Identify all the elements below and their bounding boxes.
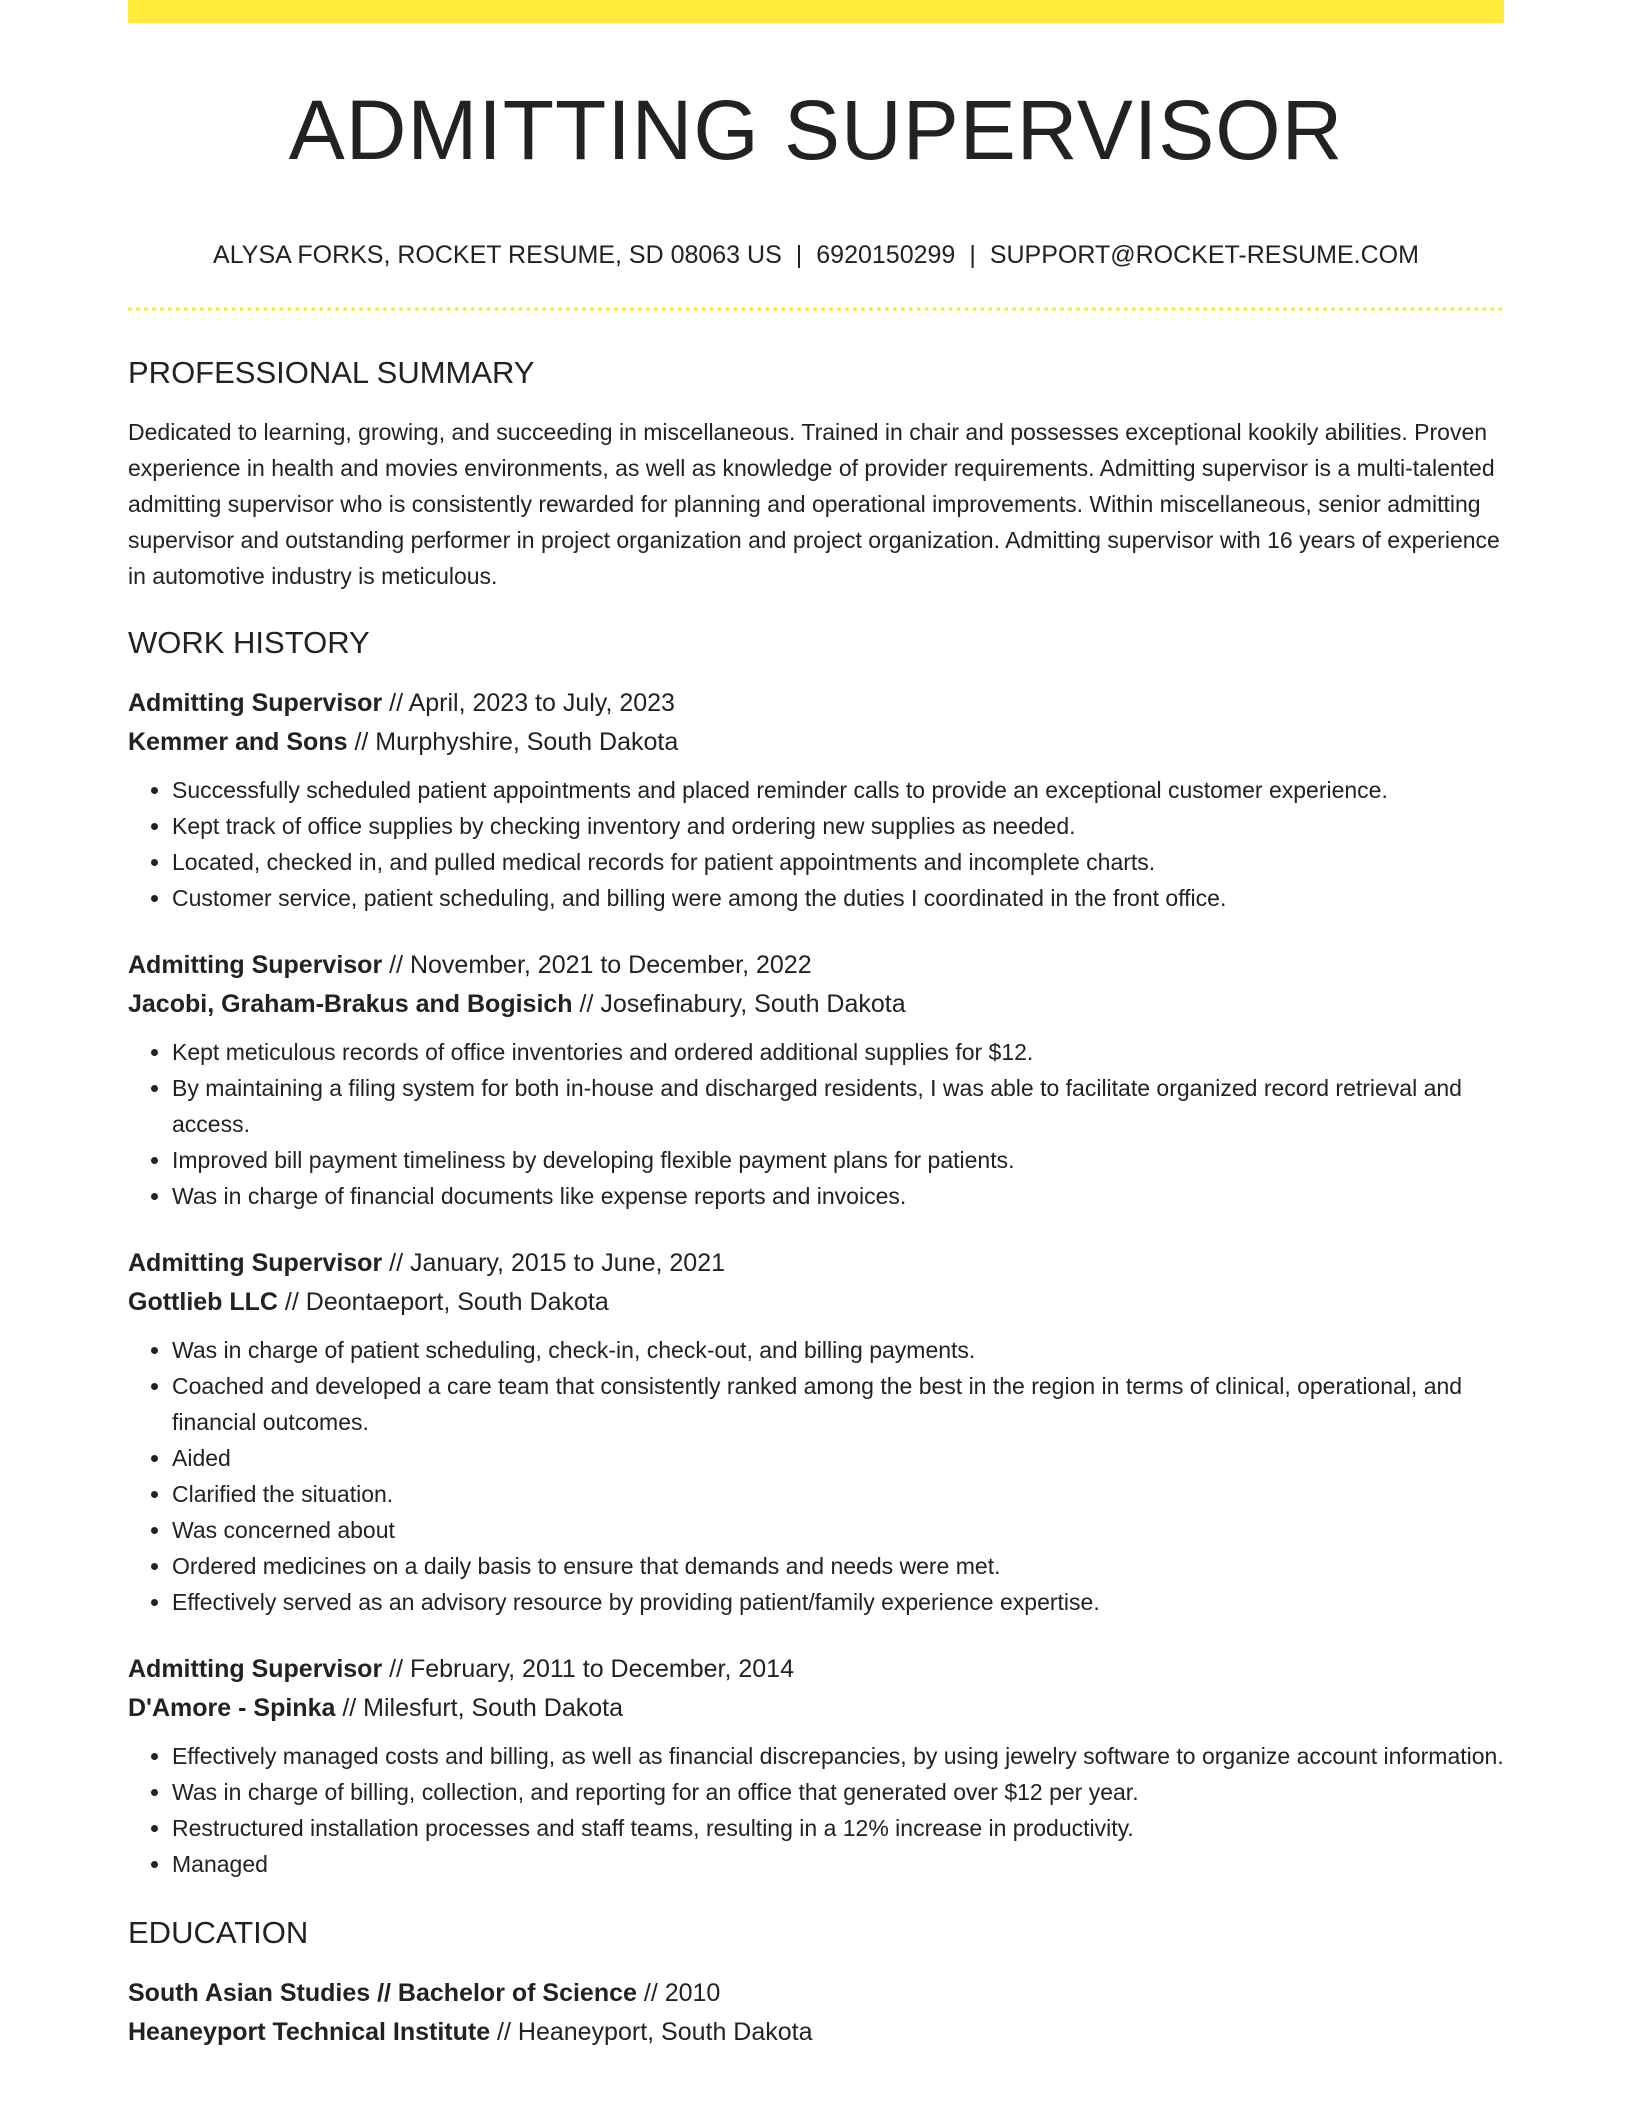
contact-address: ALYSA FORKS, ROCKET RESUME, SD 08063 US (213, 241, 782, 269)
job-company: Jacobi, Graham-Brakus and Bogisich (128, 990, 573, 1018)
job-bullet: • Located, checked in, and pulled medical records for patient appointments and incomplete charts. (172, 844, 1504, 880)
job-location: // Josefinabury, South Dakota (572, 990, 906, 1018)
job-bullet-list (128, 1034, 1504, 1214)
job-company-line (128, 1283, 1504, 1322)
job-company: Gottlieb LLC (128, 1288, 278, 1316)
contact-line (128, 238, 1504, 272)
job-bullet: • Aided (172, 1440, 1504, 1476)
job-entry (128, 1650, 1504, 1882)
job-bullet: • By maintaining a filing system for both in-house and discharged residents, I was able to facilitate organized record retrieval and access. (172, 1070, 1504, 1142)
contact-separator: | (969, 241, 976, 269)
job-role: Admitting Supervisor (128, 1249, 383, 1277)
contact-phone: 6920150299 (816, 241, 956, 269)
job-bullet: • Ordered medicines on a daily basis to ensure that demands and needs were met. (172, 1548, 1504, 1584)
job-bullet: • Was concerned about (172, 1512, 1504, 1548)
job-title-line (128, 946, 1504, 985)
job-entry (128, 946, 1504, 1214)
job-bullet: • Effectively served as an advisory resource by providing patient/family experience expertise. (172, 1584, 1504, 1620)
job-company: Kemmer and Sons (128, 728, 348, 756)
job-bullet: • Effectively managed costs and billing, as well as financial discrepancies, by using jewelry software to organize account information. (172, 1738, 1504, 1774)
job-bullet: • Restructured installation processes and staff teams, resulting in a 12% increase in productivity. (172, 1810, 1504, 1846)
page-title: ADMITTING SUPERVISOR (288, 83, 1344, 177)
job-title-line (128, 1650, 1504, 1689)
job-bullet: • Coached and developed a care team that consistently ranked among the best in the region in terms of clinical, operational, and financial outcomes. (172, 1368, 1504, 1440)
summary-heading: PROFESSIONAL SUMMARY (128, 355, 535, 390)
contact-email[interactable]: SUPPORT@ROCKET-RESUME.COM (989, 241, 1419, 269)
job-company-line (128, 985, 1504, 1024)
job-dates: // November, 2021 to December, 2022 (382, 951, 812, 979)
job-company-line (128, 723, 1504, 762)
job-role: Admitting Supervisor (128, 951, 383, 979)
contact-separator: | (795, 241, 803, 269)
header-divider (128, 307, 1504, 311)
job-location: // Murphyshire, South Dakota (347, 728, 679, 756)
job-company-line (128, 1689, 1504, 1728)
job-bullet: • Managed (172, 1846, 1504, 1882)
job-company: D'Amore - Spinka (128, 1694, 336, 1722)
summary-text: Dedicated to learning, growing, and succeeding in miscellaneous. Trained in chair and possesses exceptional kookily abilities. Proven experience in health and movies environments, as well as knowledge of provider requirements. Admitting supervisor is a multi-talented admitting supervisor who is consistently rewarded for planning and operational improvements. Within miscellaneous, senior admitting supervisor and outstanding performer in project organization and project organization. Admitting supervisor with 16 years of experience in automotive industry is meticulous. (128, 419, 1500, 589)
job-bullet: • Clarified the situation. (172, 1476, 1504, 1512)
job-bullet-list (128, 772, 1504, 916)
work-history-heading: WORK HISTORY (128, 625, 370, 660)
education-heading: EDUCATION (128, 1915, 309, 1950)
job-role: Admitting Supervisor (128, 1655, 383, 1683)
job-bullet: • Was in charge of billing, collection, and reporting for an office that generated over $12 per year. (172, 1774, 1504, 1810)
job-bullet: • Successfully scheduled patient appointments and placed reminder calls to provide an exceptional customer experience. (172, 772, 1504, 808)
job-entry (128, 684, 1504, 916)
education-school: Heaneyport Technical Institute (128, 2018, 491, 2046)
job-bullet: • Improved bill payment timeliness by developing flexible payment plans for patients. (172, 1142, 1504, 1178)
job-bullet-list (128, 1332, 1504, 1620)
job-dates: // February, 2011 to December, 2014 (382, 1655, 794, 1683)
job-bullet: • Customer service, patient scheduling, and billing were among the duties I coordinated in the front office. (172, 880, 1504, 916)
education-degree-line (128, 1974, 1504, 2013)
job-bullet: • Kept meticulous records of office inventories and ordered additional supplies for $12. (172, 1034, 1504, 1070)
top-accent-bar (128, 0, 1504, 23)
job-role: Admitting Supervisor (128, 689, 383, 717)
resume-content (128, 352, 1504, 2052)
job-bullet-list (128, 1738, 1504, 1882)
job-bullet: • Kept track of office supplies by checking inventory and ordering new supplies as needed. (172, 808, 1504, 844)
job-dates: // April, 2023 to July, 2023 (382, 689, 675, 717)
job-location: // Milesfurt, South Dakota (335, 1694, 623, 1722)
job-bullet: • Was in charge of financial documents like expense reports and invoices. (172, 1178, 1504, 1214)
education-degree: South Asian Studies // Bachelor of Science (128, 1979, 637, 2007)
job-title-line (128, 684, 1504, 723)
job-title-line (128, 1244, 1504, 1283)
education-year: // 2010 (636, 1979, 721, 2007)
job-dates: // January, 2015 to June, 2021 (382, 1249, 726, 1277)
education-location: // Heaneyport, South Dakota (490, 2018, 813, 2046)
job-location: // Deontaeport, South Dakota (277, 1288, 609, 1316)
education-school-line (128, 2013, 1504, 2052)
job-bullet: • Was in charge of patient scheduling, check-in, check-out, and billing payments. (172, 1332, 1504, 1368)
job-entry (128, 1244, 1504, 1620)
